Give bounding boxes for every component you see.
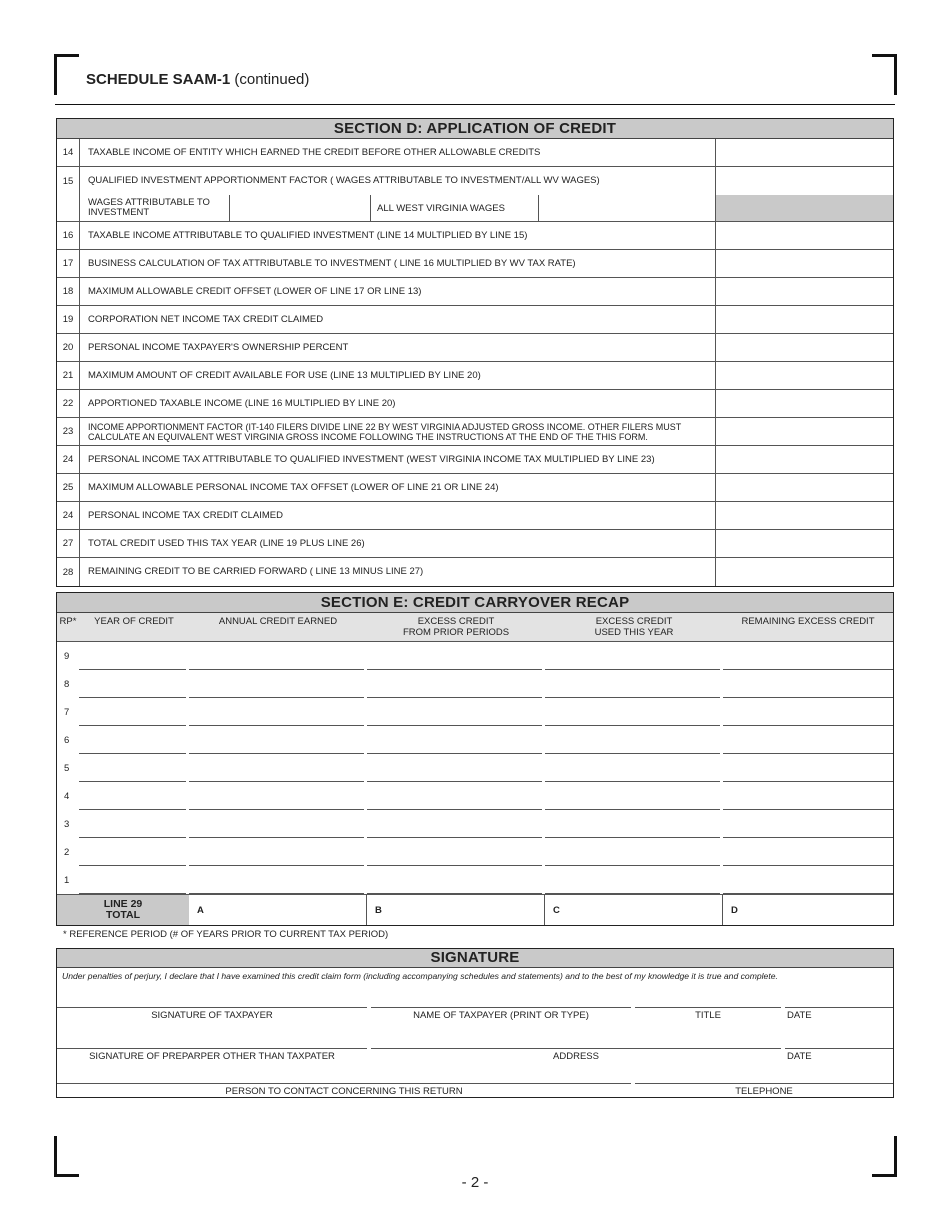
corner-mark-bottom-left: [54, 1136, 79, 1177]
page-title: [86, 71, 309, 88]
line-row: [57, 474, 893, 502]
annual-credit-field[interactable]: [189, 642, 364, 670]
excess-prior-field[interactable]: [367, 810, 542, 838]
carryover-rows: [57, 642, 893, 894]
line-row: [57, 139, 893, 167]
section-d-bottom-lines: [57, 222, 893, 586]
line-number: 25: [57, 474, 80, 501]
remaining-excess-field[interactable]: [723, 754, 893, 782]
remaining-excess-field[interactable]: [723, 642, 893, 670]
line-description: PERSONAL INCOME TAXPAYER'S OWNERSHIP PERCENT: [80, 334, 716, 361]
line-description: MAXIMUM ALLOWABLE PERSONAL INCOME TAX OFFSET (LOWER OF LINE 21 OR LINE 24): [80, 474, 716, 501]
name-of-taxpayer-field[interactable]: NAME OF TAXPAYER (PRINT OR TYPE): [371, 1007, 631, 1021]
annual-credit-field[interactable]: [189, 670, 364, 698]
wages-row-num: [57, 195, 80, 221]
line-amount-field[interactable]: [716, 558, 893, 586]
annual-credit-field[interactable]: [189, 698, 364, 726]
year-of-credit-field[interactable]: [79, 754, 186, 782]
reference-period-number: 9: [64, 650, 70, 662]
all-wv-wages-label: ALL WEST VIRGINIA WAGES: [371, 195, 539, 221]
line-row: [57, 362, 893, 390]
contact-person-field[interactable]: PERSON TO CONTACT CONCERNING THIS RETURN: [57, 1083, 631, 1097]
signature-of-preparer-field[interactable]: SIGNATURE OF PREPARPER OTHER THAN TAXPATER: [57, 1048, 367, 1062]
carryover-row: [57, 810, 893, 838]
carryover-row: [57, 782, 893, 810]
perjury-declaration: Under penalties of perjury, I declare that I have examined this credit claim form (including accompanying schedules and statements) and to the best of my knowledge it is true and complete.: [62, 971, 778, 981]
reference-period-number: 4: [64, 790, 70, 802]
excess-used-field[interactable]: [545, 866, 720, 894]
year-of-credit-field[interactable]: [79, 726, 186, 754]
title-rest: (continued): [230, 71, 310, 88]
line-description: MAXIMUM AMOUNT OF CREDIT AVAILABLE FOR USE (LINE 13 MULTIPLIED BY LINE 20): [80, 362, 716, 389]
line-number: 14: [57, 139, 80, 166]
line-number: 15: [57, 167, 80, 195]
title-bold: SCHEDULE SAAM-1: [86, 71, 231, 88]
line-amount-field[interactable]: [716, 250, 893, 277]
col-header-excess-used: EXCESS CREDIT USED THIS YEAR: [594, 616, 674, 638]
annual-credit-field[interactable]: [189, 838, 364, 866]
line-number: 19: [57, 306, 80, 333]
carryover-row: [57, 838, 893, 866]
wages-row: [57, 195, 893, 222]
reference-period-footnote: * REFERENCE PERIOD (# OF YEARS PRIOR TO CURRENT TAX PERIOD): [63, 929, 389, 940]
telephone-field[interactable]: TELEPHONE: [635, 1083, 893, 1097]
reference-period-number: 2: [64, 846, 70, 858]
remaining-excess-field[interactable]: [723, 726, 893, 754]
line-row: [57, 278, 893, 306]
address-field[interactable]: ADDRESS: [371, 1048, 781, 1062]
title-field[interactable]: TITLE: [635, 1007, 781, 1021]
total-label: LINE 29 TOTAL: [57, 895, 189, 925]
year-of-credit-field[interactable]: [79, 698, 186, 726]
total-col-d[interactable]: D: [731, 904, 738, 916]
year-of-credit-field[interactable]: [79, 670, 186, 698]
line-row: [57, 418, 893, 446]
line-amount-field[interactable]: [716, 474, 893, 501]
line-row: [57, 334, 893, 362]
excess-used-field[interactable]: [545, 642, 720, 670]
reference-period-number: 5: [64, 762, 70, 774]
title-divider: [55, 104, 895, 105]
line-number: 18: [57, 278, 80, 305]
year-of-credit-field[interactable]: [79, 866, 186, 894]
line-row: [57, 390, 893, 418]
line-description: PERSONAL INCOME TAX CREDIT CLAIMED: [80, 502, 716, 529]
line-row: [57, 446, 893, 474]
carryover-row: [57, 866, 893, 894]
excess-used-field[interactable]: [545, 754, 720, 782]
wages-attributable-label: WAGES ATTRIBUTABLE TO INVESTMENT: [80, 195, 230, 221]
section-e-title: SECTION E: CREDIT CARRYOVER RECAP: [57, 593, 893, 613]
remaining-excess-field[interactable]: [723, 810, 893, 838]
line-amount-field[interactable]: [716, 502, 893, 529]
signature-section: [56, 948, 894, 1098]
line-description: BUSINESS CALCULATION OF TAX ATTRIBUTABLE TO INVESTMENT ( LINE 16 MULTIPLIED BY WV TAX RATE): [80, 250, 716, 277]
all-wv-wages-field[interactable]: [539, 195, 716, 221]
annual-credit-field[interactable]: [189, 726, 364, 754]
corner-mark-top-right: [872, 54, 897, 95]
line-row: [57, 167, 893, 195]
line-description: QUALIFIED INVESTMENT APPORTIONMENT FACTOR ( WAGES ATTRIBUTABLE TO INVESTMENT/ALL WV WAGES): [80, 167, 716, 195]
excess-prior-field[interactable]: [367, 782, 542, 810]
annual-credit-field[interactable]: [189, 866, 364, 894]
remaining-excess-field[interactable]: [723, 782, 893, 810]
line-number: 24: [57, 446, 80, 473]
line-amount-field[interactable]: [716, 222, 893, 249]
wages-shaded-cell: [716, 195, 893, 221]
section-d-top-lines: [57, 139, 893, 195]
excess-prior-field[interactable]: [367, 866, 542, 894]
line-amount-field[interactable]: [716, 278, 893, 305]
line-description: CORPORATION NET INCOME TAX CREDIT CLAIMED: [80, 306, 716, 333]
line-description: INCOME APPORTIONMENT FACTOR (IT-140 FILERS DIVIDE LINE 22 BY WEST VIRGINIA ADJUSTED GROSS INCOME. OTHER FILERS MUST CALCULATE AN EQUIVALENT WEST VIRGINIA GROSS INCOME FOLLOWING THE INSTRUCTIONS AT THE END OF THE THIS FORM.: [80, 418, 716, 445]
line-number: 23: [57, 418, 80, 445]
line-amount-field[interactable]: [716, 362, 893, 389]
line-amount-field[interactable]: [716, 139, 893, 166]
line-number: 24: [57, 502, 80, 529]
corner-mark-bottom-right: [872, 1136, 897, 1177]
remaining-excess-field[interactable]: [723, 698, 893, 726]
annual-credit-field[interactable]: [189, 810, 364, 838]
line-amount-field[interactable]: [716, 334, 893, 361]
year-of-credit-field[interactable]: [79, 810, 186, 838]
excess-used-field[interactable]: [545, 698, 720, 726]
line-number: 28: [57, 558, 80, 586]
excess-used-field[interactable]: [545, 838, 720, 866]
line-row: [57, 502, 893, 530]
wages-attributable-field[interactable]: [230, 195, 371, 221]
section-d-title: SECTION D: APPLICATION OF CREDIT: [57, 119, 893, 139]
carryover-row: [57, 670, 893, 698]
line-description: TAXABLE INCOME ATTRIBUTABLE TO QUALIFIED INVESTMENT (LINE 14 MULTIPLIED BY LINE 15): [80, 222, 716, 249]
excess-prior-field[interactable]: [367, 698, 542, 726]
date-field-2[interactable]: DATE: [785, 1048, 893, 1062]
total-row: [57, 894, 893, 925]
remaining-excess-field[interactable]: [723, 866, 893, 894]
line-description: APPORTIONED TAXABLE INCOME (LINE 16 MULTIPLIED BY LINE 20): [80, 390, 716, 417]
col-header-annual-credit: ANNUAL CREDIT EARNED: [218, 616, 338, 627]
line-number: 16: [57, 222, 80, 249]
line-amount-field[interactable]: [716, 418, 893, 445]
total-col-b[interactable]: B: [367, 895, 545, 925]
section-d-table: [56, 118, 894, 587]
carryover-row: [57, 642, 893, 670]
excess-used-field[interactable]: [545, 810, 720, 838]
reference-period-number: 7: [64, 706, 70, 718]
line-description: PERSONAL INCOME TAX ATTRIBUTABLE TO QUALIFIED INVESTMENT (WEST VIRGINIA INCOME TAX MULTIPLIED BY LINE 23): [80, 446, 716, 473]
year-of-credit-field[interactable]: [79, 782, 186, 810]
excess-used-field[interactable]: [545, 782, 720, 810]
line-number: 20: [57, 334, 80, 361]
excess-prior-field[interactable]: [367, 642, 542, 670]
year-of-credit-field[interactable]: [79, 642, 186, 670]
annual-credit-field[interactable]: [189, 754, 364, 782]
line-row: [57, 306, 893, 334]
line-row: [57, 250, 893, 278]
line-number: 22: [57, 390, 80, 417]
excess-prior-field[interactable]: [367, 726, 542, 754]
signature-title: SIGNATURE: [57, 949, 893, 968]
remaining-excess-field[interactable]: [723, 670, 893, 698]
reference-period-number: 8: [64, 678, 70, 690]
line-row: [57, 530, 893, 558]
reference-period-number: 3: [64, 818, 70, 830]
line-amount-field[interactable]: [716, 306, 893, 333]
excess-used-field[interactable]: [545, 726, 720, 754]
excess-prior-field[interactable]: [367, 838, 542, 866]
line-number: 21: [57, 362, 80, 389]
page-number: - 2 -: [461, 1174, 489, 1191]
line-description: TAXABLE INCOME OF ENTITY WHICH EARNED THE CREDIT BEFORE OTHER ALLOWABLE CREDITS: [80, 139, 716, 166]
carryover-row: [57, 698, 893, 726]
year-of-credit-field[interactable]: [79, 838, 186, 866]
col-header-rp: RP*: [59, 616, 77, 627]
line-amount-field[interactable]: [716, 530, 893, 557]
reference-period-number: 6: [64, 734, 70, 746]
remaining-excess-field[interactable]: [723, 838, 893, 866]
excess-used-field[interactable]: [545, 670, 720, 698]
section-e-header-row: [57, 613, 893, 642]
total-col-c[interactable]: C: [545, 895, 723, 925]
total-col-a[interactable]: A: [189, 895, 367, 925]
reference-period-number: 1: [64, 874, 70, 886]
date-field-1[interactable]: DATE: [785, 1007, 893, 1021]
carryover-row: [57, 754, 893, 782]
col-header-remaining: REMAINING EXCESS CREDIT: [741, 616, 875, 627]
section-e-table: [56, 592, 894, 926]
line-description: MAXIMUM ALLOWABLE CREDIT OFFSET (LOWER OF LINE 17 OR LINE 13): [80, 278, 716, 305]
line-description: TOTAL CREDIT USED THIS TAX YEAR (LINE 19 PLUS LINE 26): [80, 530, 716, 557]
carryover-row: [57, 726, 893, 754]
signature-of-taxpayer-field[interactable]: SIGNATURE OF TAXPAYER: [57, 1007, 367, 1021]
line-number: 27: [57, 530, 80, 557]
line-number: 17: [57, 250, 80, 277]
col-header-excess-prior: EXCESS CREDIT FROM PRIOR PERIODS: [402, 616, 510, 638]
col-header-year: YEAR OF CREDIT: [94, 616, 174, 627]
line-row: [57, 222, 893, 250]
line-amount-field[interactable]: [716, 167, 893, 195]
annual-credit-field[interactable]: [189, 782, 364, 810]
excess-prior-field[interactable]: [367, 754, 542, 782]
line-amount-field[interactable]: [716, 446, 893, 473]
line-row: [57, 558, 893, 586]
line-description: REMAINING CREDIT TO BE CARRIED FORWARD ( LINE 13 MINUS LINE 27): [80, 558, 716, 586]
corner-mark-top-left: [54, 54, 79, 95]
line-amount-field[interactable]: [716, 390, 893, 417]
excess-prior-field[interactable]: [367, 670, 542, 698]
